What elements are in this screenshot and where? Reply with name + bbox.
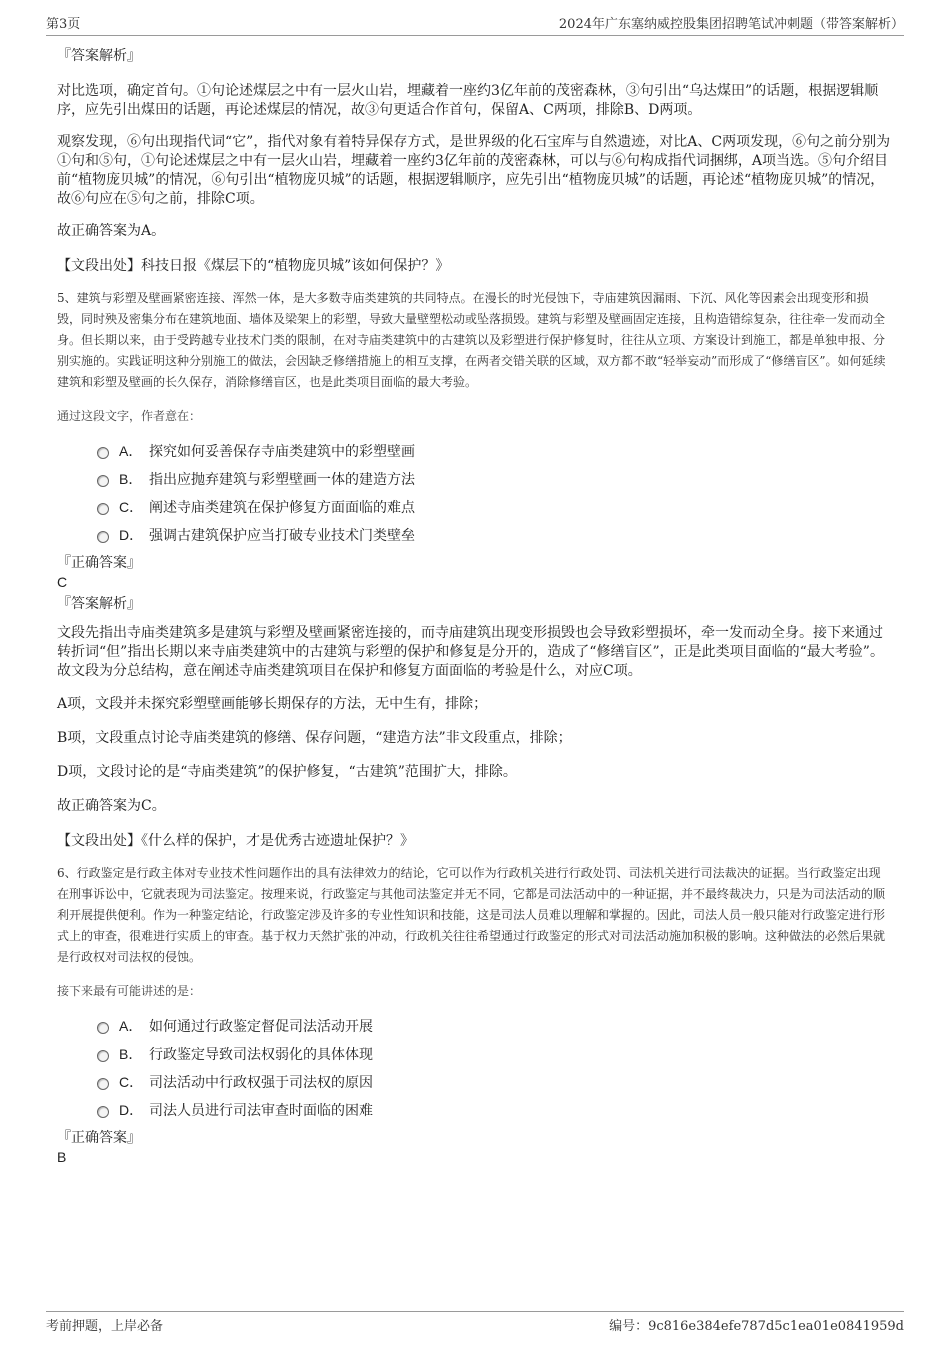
analysis-paragraph: D项，文段讨论的是“寺庙类建筑”的保护修复，“古建筑”范围扩大，排除。: [57, 764, 517, 780]
source-citation: 【文段出处】《什么样的保护，才是优秀古迹遗址保护？》: [57, 833, 414, 849]
analysis-paragraph: 文段先指出寺庙类建筑多是建筑与彩塑及壁画紧密连接的，而寺庙建筑出现变形损毁也会导致彩塑损坏，牵一发而动全身。接下来通过转折词“但”指出长期以来寺庙类建筑中的古建筑与彩塑的保护和修复是分开的，造成了“修缮盲区”，正是此类项目面临的“最大考验”。故文段为分总结构，意在阐述寺庙类建筑项目在保护和修复方面面临的考验是什么，对应C项。: [57, 625, 884, 679]
radio-icon[interactable]: [97, 503, 109, 515]
source-citation: 【文段出处】科技日报《煤层下的“植物庞贝城”该如何保护？》: [57, 258, 450, 274]
radio-icon[interactable]: [97, 447, 109, 459]
analysis-paragraph: B项，文段重点讨论寺庙类建筑的修缮、保存问题，“建造方法”非文段重点，排除；: [57, 730, 572, 746]
answer-statement: 故正确答案为A。: [57, 223, 166, 239]
question-prompt: 接下来最有可能讲述的是：: [57, 984, 202, 998]
option-a[interactable]: A． 探究如何妥善保存寺庙类建筑中的彩塑壁画: [97, 437, 892, 465]
option-c[interactable]: C． 司法活动中行政权强于司法权的原因: [97, 1068, 892, 1096]
option-c[interactable]: C． 阐述寺庙类建筑在保护修复方面面临的难点: [97, 493, 892, 521]
document-title: 2024年广东塞纳威控股集团招聘笔试冲刺题（带答案解析）: [558, 17, 904, 32]
analysis-paragraph: 对比选项，确定首句。①句论述煤层之中有一层火山岩，埋藏着一座约3亿年前的茂密森林，③句引出“乌达煤田”的话题，根据逻辑顺序，应先引出煤田的话题，再论述煤层的情况，故③句更适合作首句，保留A、C两项，排除B、D两项。: [57, 83, 879, 118]
answer-statement: 故正确答案为C。: [57, 798, 166, 814]
radio-icon[interactable]: [97, 475, 109, 487]
radio-icon[interactable]: [97, 1022, 109, 1034]
question-text: 5、建筑与彩塑及壁画紧密连接、浑然一体，是大多数寺庙类建筑的共同特点。在漫长的时光侵蚀下，寺庙建筑因漏雨、下沉、风化等因素会出现变形和损毁，同时殃及密集分布在建筑地面、墙体及梁架上的彩塑，导致大量壁塑松动或坠落损毁。建筑与彩塑及壁画固定连接，且构造错综复杂，往往牵一发而动全身。但长期以来，由于受跨越专业技术门类的限制，在对寺庙类建筑中的古建筑以及彩塑进行保护修复时，往往从立项、方案设计到施工，都是单独申报、分别实施的。实践证明这种分别施工的做法，会因缺乏修缮措施上的相互支撑，在两者交错关联的区域，双方都不敢“轻举妄动”而形成了“修缮盲区”。如何延续建筑和彩塑及壁画的长久保存，消除修缮盲区，也是此类项目面临的最大考验。: [57, 291, 886, 389]
document-code: 编号：9c816e384efe787d5c1ea01e0841959d: [609, 1318, 904, 1334]
page-number: 第3页: [46, 17, 81, 32]
radio-icon[interactable]: [97, 531, 109, 543]
option-b[interactable]: B． 指出应抛弃建筑与彩塑壁画一体的建造方法: [97, 465, 892, 493]
answer-label: 『正确答案』: [57, 555, 141, 571]
page-content: [57, 44, 892, 1167]
option-a[interactable]: A． 如何通过行政鉴定督促司法活动开展: [97, 1012, 892, 1040]
options-list: [57, 437, 892, 549]
correct-answer: B: [57, 1149, 67, 1165]
footer-slogan: 考前押题，上岸必备: [46, 1318, 164, 1334]
page-header: [46, 10, 904, 36]
option-d[interactable]: D． 司法人员进行司法审查时面临的困难: [97, 1096, 892, 1124]
option-d[interactable]: D． 强调古建筑保护应当打破专业技术门类壁垒: [97, 521, 892, 549]
correct-answer: C: [57, 574, 68, 590]
answer-label: 『正确答案』: [57, 1130, 141, 1146]
analysis-paragraph: A项，文段并未探究彩塑壁画能够长期保存的方法，无中生有，排除；: [57, 696, 488, 712]
analysis-label: 『答案解析』: [57, 48, 141, 64]
question-prompt: 通过这段文字，作者意在：: [57, 409, 202, 423]
radio-icon[interactable]: [97, 1106, 109, 1118]
analysis-paragraph: 观察发现，⑥句出现指代词“它”，指代对象有着特异保存方式，是世界级的化石宝库与自然遗迹，对比A、C两项发现，⑥句之前分别为①句和⑤句，①句论述煤层之中有一层火山岩，埋藏着一座约3亿年前的茂密森林，可以与⑥句构成指代词捆绑，A项当选。⑤句介绍目前“植物庞贝城”的情况，⑥句引出“植物庞贝城”的话题，根据逻辑顺序，应先引出“植物庞贝城”的话题，再论述“植物庞贝城”的情况，故⑥句应在⑤句之前，排除C项。: [57, 134, 891, 207]
options-list: [57, 1012, 892, 1124]
radio-icon[interactable]: [97, 1050, 109, 1062]
analysis-label: 『答案解析』: [57, 596, 141, 612]
page-footer: [46, 1311, 904, 1336]
question-text: 6、行政鉴定是行政主体对专业技术性问题作出的具有法律效力的结论，它可以作为行政机关进行行政处罚、司法机关进行司法裁决的证据。当行政鉴定出现在刑事诉讼中，它就表现为司法鉴定。按理来说，行政鉴定与其他司法鉴定并无不同，它都是司法活动中的一种证据，并不最终裁决力，只是为司法活动的顺利开展提供便利。作为一种鉴定结论，行政鉴定涉及许多的专业性知识和技能，这是司法人员难以理解和掌握的。因此，司法人员一般只能对行政鉴定进行形式上的审查，很难进行实质上的审查。基于权力天然扩张的冲动，行政机关往往希望通过行政鉴定的形式对司法活动施加积极的影响。这种做法的必然后果就是行政权对司法权的侵蚀。: [57, 866, 886, 964]
option-b[interactable]: B． 行政鉴定导致司法权弱化的具体体现: [97, 1040, 892, 1068]
radio-icon[interactable]: [97, 1078, 109, 1090]
